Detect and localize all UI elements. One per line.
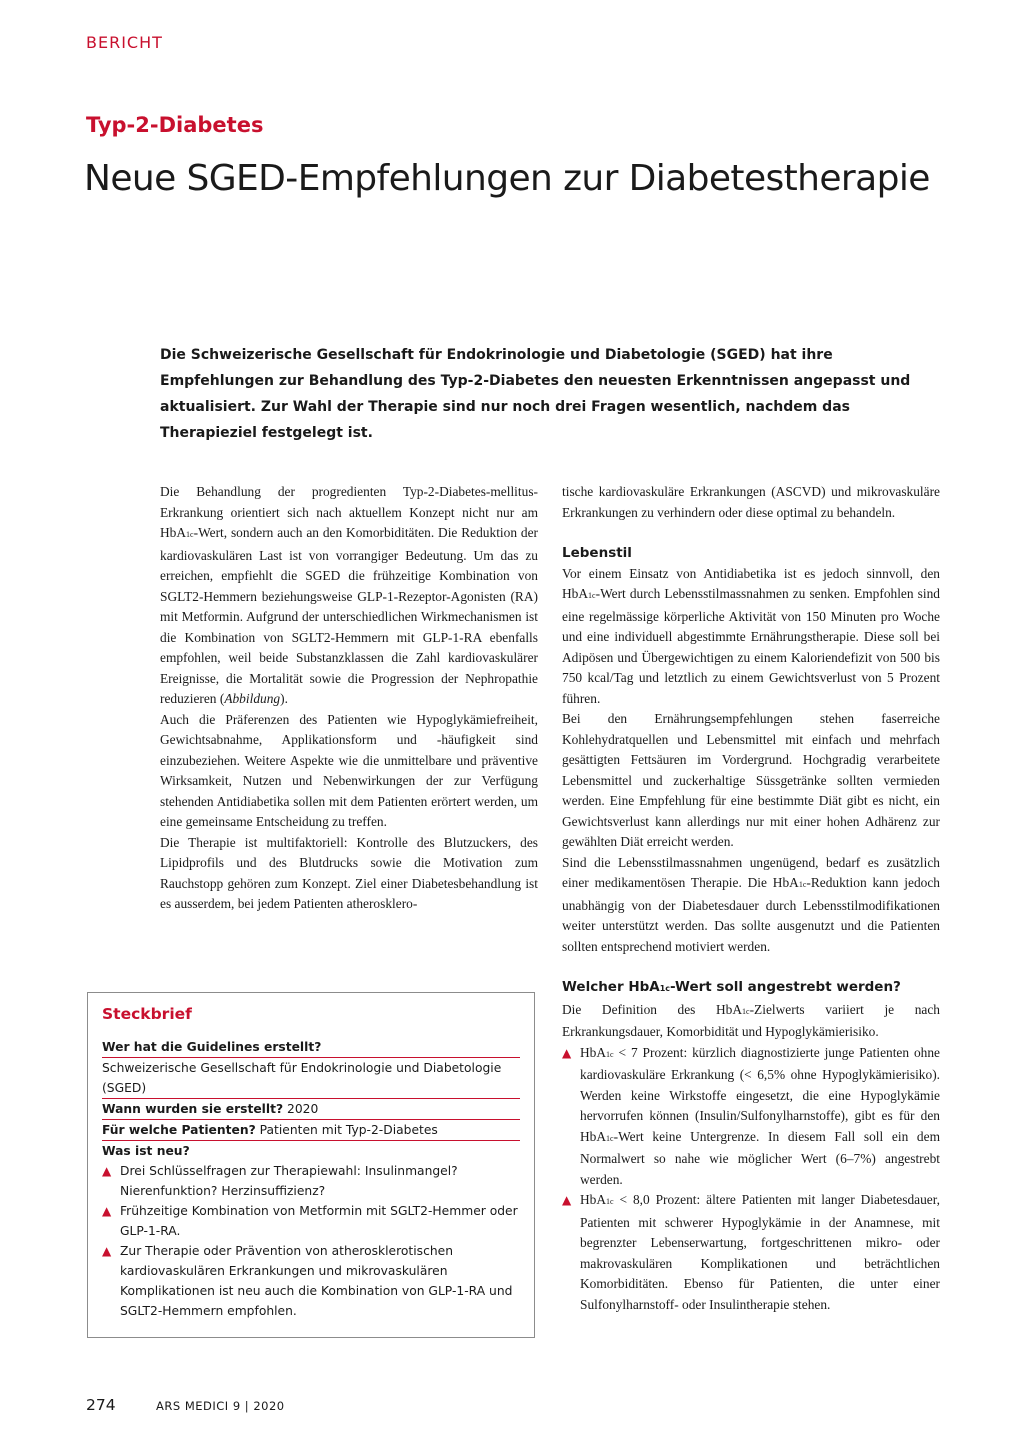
text: HbA bbox=[580, 1192, 607, 1207]
text: -Wert soll angestrebt werden? bbox=[670, 979, 901, 995]
text: Die Definition des HbA bbox=[562, 1001, 743, 1017]
text: Frühzeitige Kombination von Metformin mit SGLT2-Hemmer oder GLP-1-RA. bbox=[120, 1204, 518, 1238]
list-item bbox=[102, 1161, 520, 1201]
text: -Zielwerts variiert je nach Erkrankungsdauer, Komorbidität und Hypoglykämierisiko. bbox=[562, 1001, 940, 1039]
red-triangle-icon: ▲ bbox=[102, 1244, 112, 1258]
subscript: 1c bbox=[606, 1133, 614, 1143]
answer-text: Schweizerische Gesellschaft für Endokrinologie und Diabetologie (SGED) bbox=[102, 1061, 502, 1095]
list-item bbox=[102, 1241, 520, 1321]
article-kicker: Typ-2-Diabetes bbox=[86, 113, 264, 137]
list-item bbox=[102, 1201, 520, 1241]
target-list bbox=[562, 1043, 940, 1316]
question-label: Wer hat die Guidelines erstellt? bbox=[102, 1040, 322, 1054]
paragraph bbox=[562, 1000, 940, 1043]
subscript: 1c bbox=[186, 530, 194, 539]
text: HbA bbox=[580, 1044, 607, 1060]
steckbrief-question bbox=[102, 1141, 520, 1161]
figure-reference: Abbildung bbox=[224, 691, 281, 706]
subscript: 1c bbox=[588, 591, 596, 600]
steckbrief-heading: Steckbrief bbox=[102, 1005, 192, 1023]
subscript: 1c bbox=[798, 880, 807, 889]
red-triangle-icon: ▲ bbox=[562, 1045, 572, 1060]
section-label: BERICHT bbox=[86, 33, 163, 52]
question-label: Für welche Patienten? bbox=[102, 1123, 256, 1137]
subscript: 1c bbox=[742, 1006, 750, 1016]
text: Welcher HbA bbox=[562, 979, 660, 995]
text: -Reduktion kann jedoch unabhängig von der Diabetesdauer durch Lebensstilmodifikationen weiter unterstützt werden. Das sollte ausgenutzt und die Patienten sollten entsprechend motiviert werden. bbox=[562, 875, 940, 954]
publication-name: ARS MEDICI 9 | 2020 bbox=[156, 1399, 285, 1413]
answer-text: 2020 bbox=[283, 1102, 319, 1116]
text: Die Behandlung der progredienten Typ-2-Diabetes-mellitus-Erkrankung orientiert sich nach aktuellem Konzept nicht nur am HbA bbox=[160, 484, 538, 540]
column-right bbox=[562, 482, 940, 1315]
lead-text: Die Schweizerische Gesellschaft für Endokrinologie und Diabetologie (SGED) hat ihre Empfehlungen zur Behandlung des Typ-2-Diabetes den neuesten Erkenntnissen angepasst und aktualisiert. Zur Wahl der Therapie sind nur noch drei Fragen wesentlich, nachdem das Therapieziel festgelegt ist. bbox=[160, 347, 911, 441]
steckbrief-row bbox=[102, 1099, 520, 1120]
subheading-lifestyle: Lebenstil bbox=[562, 545, 632, 561]
text: < 7 Prozent: kürzlich diagnostizierte junge Patienten ohne kardiovaskuläre Erkrankung (< 6,5% ohne Hypoglykämierisiko). Werden keine Wirkstoffe eingesetzt, die eine Hypoglykämie hervorrufen können (Insulin/Sulfonylharnstoffe), gibt es für den HbA bbox=[580, 1044, 940, 1144]
subscript: 1c bbox=[606, 1049, 614, 1059]
text: Vor einem Einsatz von Antidiabetika ist es jedoch sinnvoll, den HbA bbox=[562, 565, 940, 601]
steckbrief-answer bbox=[102, 1058, 520, 1099]
text: Sind die Lebensstilmassnahmen ungenügend, bedarf es zusätzlich einer medikamentösen Therapie. Die HbA bbox=[562, 854, 940, 890]
red-triangle-icon: ▲ bbox=[562, 1193, 572, 1207]
text: Drei Schlüsselfragen zur Therapiewahl: Insulinmangel? Nierenfunktion? Herzinsuffizienz? bbox=[120, 1164, 458, 1198]
text: < 8,0 Prozent: ältere Patienten mit langer Diabetesdauer, Patienten mit schwerer Hypoglykämie in der Anamnese, mit begrenzter Lebenserwartung, fortgeschrittenen mikro- oder makrovaskulären Komplikationen und beträchtlichen Komorbiditäten. Ebenso für Patienten, die unter einer Sulfonylharnstoff- oder Insulintherapie stehen. bbox=[580, 1192, 940, 1312]
paragraph: Bei den Ernährungsempfehlungen stehen faserreiche Kohlehydratquellen und Lebensmittel mit einfach und mehrfach gesättigten Fettsäuren im Vordergrund. Hochgradig verarbeitete Lebensmittel und zuckerhaltige Süssgetränke sollten vermieden werden. Eine Empfehlung für eine bestimmte Diät gibt es nicht, ein Gewichtsverlust kann allerdings nur mit einer hohen Adhärenz zur gewählten Diät erreicht werden. bbox=[562, 711, 940, 849]
text: ). bbox=[280, 691, 288, 706]
paragraph: Die Therapie ist multifaktoriell: Kontrolle des Blutzuckers, des Lipidprofils und des Blutdrucks sowie die Motivation zum Rauchstopp gehören zum Konzept. Ziel einer Diabetesbehandlung ist es ausserdem, bei jedem Patienten atherosklero- bbox=[160, 834, 538, 911]
question-label: Wann wurden sie erstellt? bbox=[102, 1102, 284, 1116]
column-left bbox=[160, 482, 538, 915]
paragraph bbox=[562, 853, 940, 958]
steckbrief-list bbox=[102, 1161, 520, 1321]
subscript: 1c bbox=[606, 1197, 614, 1206]
page-number: 274 bbox=[86, 1396, 116, 1414]
text: Zur Therapie oder Prävention von atherosklerotischen kardiovaskulären Erkrankungen und mikrovaskulären Komplikationen ist neu auch die Kombination von GLP-1-RA und SGLT2-Hemmern empfohlen. bbox=[120, 1244, 513, 1318]
red-triangle-icon: ▲ bbox=[102, 1204, 112, 1218]
red-triangle-icon: ▲ bbox=[102, 1164, 112, 1178]
list-item bbox=[562, 1043, 940, 1191]
text: -Wert, sondern auch an den Komorbiditäten. Die Reduktion der kardiovaskulären Last ist von vorrangiger Bedeutung. Um das zu erreichen, empfiehlt die SGED die frühzeitige Kombination von SGLT2-Hemmern beziehungsweise GLP-1-Rezeptor-Agonisten (RA) mit Metformin. Aufgrund der unterschiedlichen Wirkmechanismen ist die Kombination von SGLT2-Hemmern mit GLP-1-RA ebenfalls empfohlen, weil beide Substanzklassen die Zahl kardiovaskulärer Ereignisse, die Mortalität sowie die Progression der Nephropathie reduzieren ( bbox=[160, 525, 538, 706]
subscript: 1c bbox=[659, 984, 671, 993]
steckbrief-question bbox=[102, 1037, 520, 1058]
steckbrief-row bbox=[102, 1120, 520, 1141]
subheading-target bbox=[562, 977, 940, 1000]
steckbrief-box bbox=[87, 992, 535, 1338]
paragraph: tische kardiovaskuläre Erkrankungen (ASCVD) und mikrovaskuläre Erkrankungen zu verhindern oder diese optimal zu behandeln. bbox=[562, 484, 940, 520]
article-title: Neue SGED-Empfehlungen zur Diabetestherapie bbox=[84, 158, 930, 199]
question-label: Was ist neu? bbox=[102, 1144, 190, 1158]
text: -Wert durch Lebensstilmassnahmen zu senken. Empfohlen sind eine regelmässige körperliche Aktivität von 150 Minuten pro Woche und eine individuell abgestimmte Ernährungstherapie. Diese soll bei Adipösen und Übergewichtigen zu einem Kaloriendefizit von 500 bis 750 kcal/Tag und letztlich zu einem Gewichtsverlust von 5 Prozent führen. bbox=[562, 586, 940, 706]
list-item bbox=[562, 1190, 940, 1315]
text: -Wert keine Untergrenze. In diesem Fall soll ein dem Normalwert so nahe wie möglicher Wert (6–7%) angestrebt werden. bbox=[580, 1128, 940, 1187]
paragraph bbox=[562, 564, 940, 710]
article-lead bbox=[160, 342, 938, 446]
answer-text: Patienten mit Typ-2-Diabetes bbox=[255, 1123, 438, 1137]
paragraph: Auch die Präferenzen des Patienten wie Hypoglykämiefreiheit, Gewichtsabnahme, Applikationsform und -häufigkeit sind einzubeziehen. Weitere Aspekte wie die unmittelbare und präventive Wirksamkeit, Nutzen und Nebenwirkungen der zur Verfügung stehenden Antidiabetika sollen mit dem Patienten erörtert werden, um eine gemeinsame Entscheidung zu treffen. bbox=[160, 711, 538, 829]
paragraph bbox=[160, 482, 538, 710]
